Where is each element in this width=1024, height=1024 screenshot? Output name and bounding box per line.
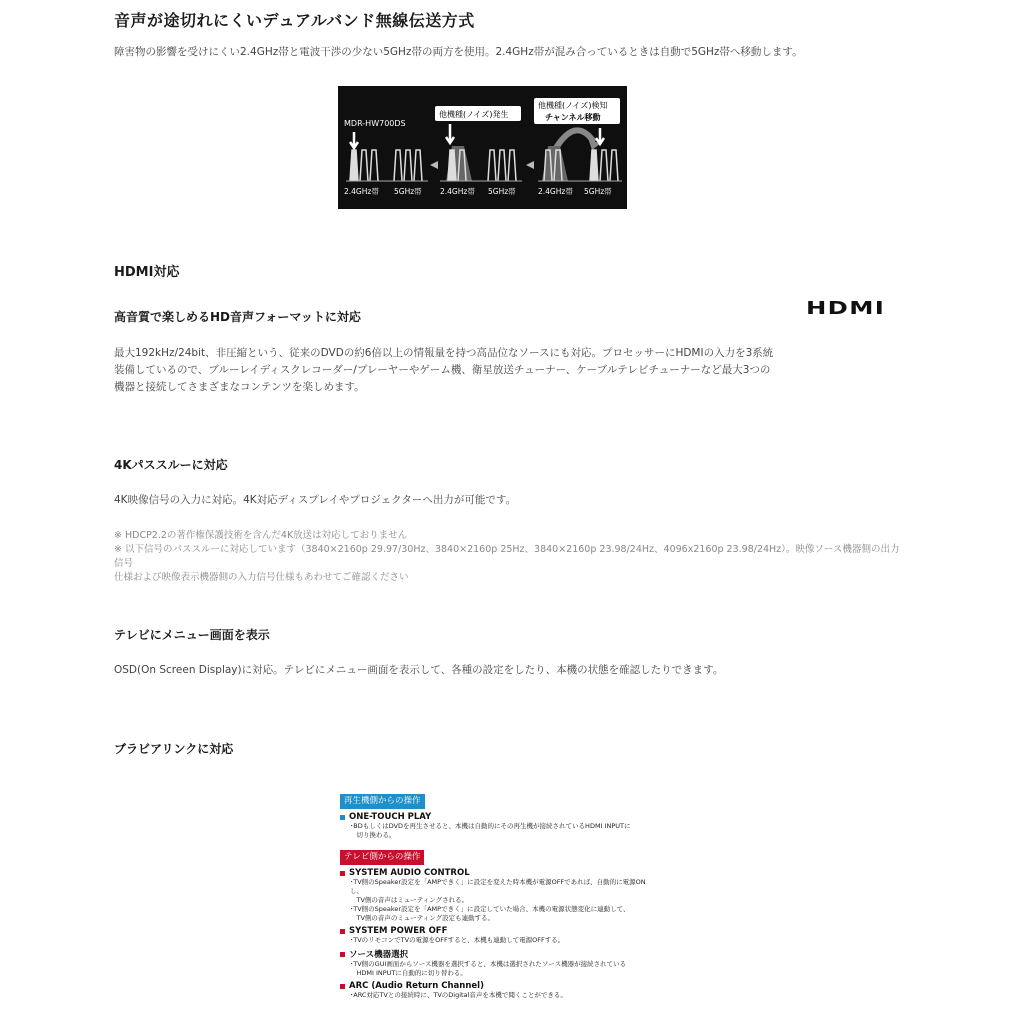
osd-description: OSD(On Screen Display)に対応。テレビにメニュー画面を表示して、各種の設定をしたり、本機の状態を確認したりできます。: [114, 664, 724, 676]
blue-square-icon: [340, 815, 345, 820]
system-power-off-desc: ･TVのリモコンでTVの電源をOFFすると、本機も連動して電源OFFする。: [350, 936, 565, 944]
down-arrow-icon: [446, 124, 454, 143]
channel-move-arrow-icon: [556, 130, 594, 148]
band-24-label-3: 2.4GHz帯: [538, 187, 573, 196]
arrow-right-icon: [430, 161, 438, 169]
passthrough-notes: ※ HDCP2.2の著作権保護技術を含んだ4K放送は対応しておりません ※ 以下信号のパススルーに対応しています（3840×2160p 29.97/30Hz、3840×2160p 25Hz、3840×2160p 23.98/24Hz、4096x2160p 23.98/24Hz）。映像ソース機器側の出力信号 仕様および映像表示機器側の入力信号仕様もあわせてご確認ください: [114, 530, 900, 583]
source-select-desc: ･TV側のGUI画面からソース機器を選択すると、本機は選択されたソース機器が接続されている HDMI INPUTに自動的に切り替わる。: [350, 960, 627, 977]
source-select-title: ソース機器選択: [340, 948, 650, 960]
band-24-label-1: 2.4GHz帯: [344, 187, 379, 196]
hd-audio-description: 最大192kHz/24bit、非圧縮という、従来のDVDの約6倍以上の情報量を持つ高品位なソースにも対応。プロセッサーにHDMIの入力を3系統 装備しているので、ブルーレイディスクレコーダー/プレーヤーやゲーム機、衛星放送チューナー、ケーブルテレビチューナーなど最大3つの 機器と接続してさまざまなコンテンツを楽しめます。: [114, 347, 774, 393]
passthrough-title: 4Kパススルーに対応: [114, 458, 228, 472]
detect-label-2: チャンネル移動: [545, 113, 601, 122]
system-audio-control-title: SYSTEM AUDIO CONTROL: [340, 868, 650, 878]
system-power-off-title: SYSTEM POWER OFF: [340, 926, 650, 936]
down-arrow-icon: [596, 128, 604, 144]
band-5-label-2: 5GHz帯: [488, 187, 516, 196]
red-square-icon: [340, 871, 345, 876]
detect-label-1: 他機種(ノイズ)検知: [538, 101, 608, 110]
bravia-link-panel: [340, 788, 650, 1000]
osd-title: テレビにメニュー画面を表示: [114, 628, 270, 642]
band-24-label-2: 2.4GHz帯: [440, 187, 475, 196]
red-square-icon: [340, 984, 345, 989]
down-arrow-icon: [350, 132, 358, 148]
one-touch-play-desc: ･BDもしくはDVDを再生させると、本機は自動的にその再生機が接続されているHDMI INPUTに 切り換わる。: [350, 822, 631, 839]
system-audio-control-desc: ･TV側のSpeaker設定を「AMPできく」に設定を変えた時本機が電源OFFであれば、自動的に電源ONし、 TV側の音声はミューティングされる。 ･TV側のSpeaker設定を「AMPできく」に設定していた場合、本機の電源状態変化に連動して、 TV側の音声のミューティング設定も連動する。: [350, 878, 646, 922]
noise-label: 他機種(ノイズ)発生: [439, 110, 509, 119]
hd-audio-title: 高音質で楽しめるHD音声フォーマットに対応: [114, 310, 361, 324]
one-touch-play-title: ONE-TOUCH PLAY: [340, 812, 650, 822]
dual-band-diagram: [338, 86, 627, 209]
band-5-label-3: 5GHz帯: [584, 187, 612, 196]
player-side-tag: 再生機側からの操作: [340, 794, 425, 809]
red-square-icon: [340, 952, 345, 957]
arrow-right-icon: [526, 161, 534, 169]
dual-band-title: 音声が途切れにくいデュアルバンド無線伝送方式: [114, 11, 475, 30]
hdmi-logo: HDMI: [806, 298, 886, 319]
hdmi-section-title: HDMI対応: [114, 265, 180, 280]
tv-side-tag: テレビ側からの操作: [340, 850, 424, 865]
arc-desc: ･ARC対応TVとの接続時に、TVのDigital音声を本機で聞くことができる。: [350, 991, 567, 999]
arc-title: ARC (Audio Return Channel): [340, 981, 650, 991]
band-5-label-1: 5GHz帯: [394, 187, 422, 196]
red-square-icon: [340, 929, 345, 934]
passthrough-description: 4K映像信号の入力に対応。4K対応ディスプレイやプロジェクターへ出力が可能です。: [114, 494, 517, 506]
bravia-link-title: ブラビアリンクに対応: [114, 742, 234, 756]
dual-band-description: 障害物の影響を受けにくい2.4GHz帯と電波干渉の少ない5GHz帯の両方を使用。2.4GHz帯が混み合っているときは自動で5GHz帯へ移動します。: [114, 46, 803, 58]
diagram-model-label: MDR-HW700DS: [344, 119, 406, 128]
